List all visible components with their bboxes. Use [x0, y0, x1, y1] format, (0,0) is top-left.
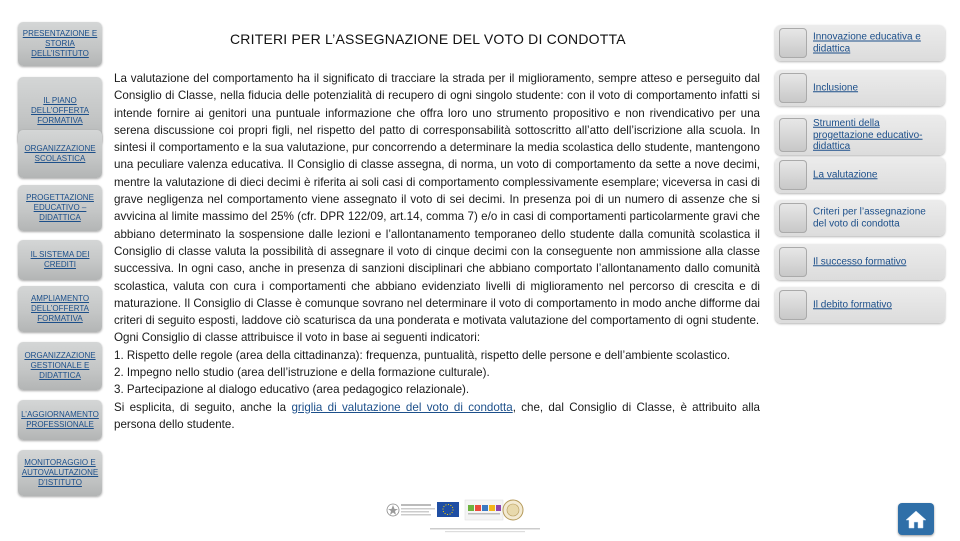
- rn-criteri-condotta[interactable]: [775, 200, 945, 236]
- indicator-3: 3. Partecipazione al dialogo educativo (area pedagogico relazionale).: [114, 383, 470, 397]
- footer-logos: [385, 496, 570, 536]
- final-sentence: [114, 399, 760, 434]
- rn-strumenti[interactable]: [775, 115, 945, 155]
- nav-label: L’AGGIORNAMENTO PROFESSIONALE: [21, 410, 99, 429]
- rn-innovazione[interactable]: [775, 25, 945, 61]
- rn-successo-formativo[interactable]: [775, 244, 945, 280]
- nav-label: IL PIANO DELL’OFFERTA FORMATIVA: [31, 96, 89, 125]
- body-text: [114, 70, 760, 433]
- thumbnail-icon: [779, 28, 807, 58]
- indicators-intro: Ogni Consiglio di classe attribuisce il voto in base ai seguenti indicatori:: [114, 331, 481, 345]
- nav-ampliamento-offerta[interactable]: [18, 286, 102, 332]
- main-paragraph: La valutazione del comportamento ha il significato di tracciare la strada per il miglioramento, sempre atteso e perseguito dal Consiglio di Classe, nella fiducia delle potenzialità di recupero di ogni singolo studente: con il voto di comportamento infatti si intende fornire ai genitori una puntuale informazione che offra loro uno strumento propositivo e non rivendicativo per una serena discussione coi propri figli, nel rispetto del patto di corresponsabilità sottoscritto all’atto dell’iscrizione alla scuola. In sintesi il comportamento e la sua valutazione, pur concorrendo a determinare la media scolastica dello studente, mantengono una peculiare valenza educativa. Il Consiglio di classe assegna, di norma, un voto di comportamento da sette a nove decimi, mentre la valutazione di dieci decimi è riferita ai soli casi di comportamento complessivamente esemplare; viceversa in casi di grave negligenza nel comportamento viene assegnato il voto di sei decimi. In presenza poi di un numero di assenze che si avvicina al limite massimo del 25% (cfr. DPR 122/09, art.14, comma 7) e/o in casi di comportamenti particolarmente gravi che abbiano determinato la sospensione dalle lezioni e l’allontanamento temporaneo dello studente dalla comunità scolastica il Consiglio di classe valuta la possibilità di assegnare il voto di cinque decimi con la conseguente non ammissione alla classe successiva. In ogni caso, anche in presenza di sanzioni disciplinari che abbiano comportato l’allontanamento dallo comunità scolastica, valuta con cura i comportamenti che abbiano evidenziato livelli di miglioramento nel percorso di crescita e di maturazione. Il Consiglio di Classe è comunque sovrano nel determinare il voto di comportamento in modo anche difforme dai criteri di seguito esposti, laddove ciò scaturisca da una ponderata e motivata valutazione del comportamento di ogni studente.: [114, 72, 760, 328]
- rn-label: Innovazione educativa e didattica: [813, 31, 921, 54]
- rn-valutazione[interactable]: [775, 157, 945, 193]
- rn-label: Criteri per l’assegnazione del voto di condotta: [813, 206, 926, 229]
- nav-sistema-crediti[interactable]: [18, 240, 102, 280]
- nav-progettazione[interactable]: [18, 185, 102, 231]
- thumbnail-icon: [779, 203, 807, 233]
- nav-monitoraggio[interactable]: [18, 450, 102, 496]
- thumbnail-icon: [779, 160, 807, 190]
- nav-label: MONITORAGGIO E AUTOVALUTAZIONE D’ISTITUTO: [21, 458, 99, 487]
- rn-label: Il successo formativo: [813, 256, 907, 268]
- rn-label: La valutazione: [813, 169, 878, 181]
- thumbnail-icon: [779, 247, 807, 277]
- home-icon: [904, 509, 928, 529]
- rn-debito-formativo[interactable]: [775, 287, 945, 323]
- nav-label: AMPLIAMENTO DELL’OFFERTA FORMATIVA: [30, 294, 90, 323]
- thumbnail-icon: [779, 118, 807, 152]
- rn-label: Inclusione: [813, 82, 859, 94]
- nav-label: PRESENTAZIONE E STORIA DELL’ISTITUTO: [22, 29, 98, 58]
- nav-organizzazione-scolastica[interactable]: [18, 130, 102, 178]
- rn-inclusione[interactable]: [775, 70, 945, 106]
- final-text-after: , che, dal Consiglio di Classe, è attribuito alla persona dello studente.: [114, 400, 760, 431]
- final-text-before: Si esplicita, di seguito, anche la: [114, 400, 287, 414]
- indicator-2: 2. Impegno nello studio (area dell’istruzione e della formazione culturale).: [114, 366, 490, 380]
- indicator-1: 1. Rispetto delle regole (area della cittadinanza): frequenza, puntualità, rispetto delle persone e dell’ambiente scolastico.: [114, 348, 731, 362]
- grid-link[interactable]: griglia di valutazione del voto di condotta: [291, 400, 513, 414]
- funding-logos-icon: [385, 496, 570, 536]
- nav-organizzazione-gestionale[interactable]: [18, 342, 102, 390]
- nav-label: IL SISTEMA DEI CREDITI: [30, 250, 90, 269]
- home-button[interactable]: [898, 503, 934, 535]
- nav-label: ORGANIZZAZIONE GESTIONALE E DIDATTICA: [24, 351, 96, 380]
- thumbnail-icon: [779, 290, 807, 320]
- rn-label: Strumenti della progettazione educativo-didattica: [813, 117, 923, 152]
- page-title: CRITERI PER L’ASSEGNAZIONE DEL VOTO DI CONDOTTA: [230, 31, 626, 47]
- nav-label: PROGETTAZIONE EDUCATIVO – DIDATTICA: [26, 193, 94, 222]
- nav-aggiornamento[interactable]: [18, 400, 102, 440]
- nav-label: ORGANIZZAZIONE SCOLASTICA: [24, 144, 96, 163]
- rn-label: Il debito formativo: [813, 299, 892, 311]
- nav-presentazione[interactable]: [18, 22, 102, 66]
- thumbnail-icon: [779, 73, 807, 103]
